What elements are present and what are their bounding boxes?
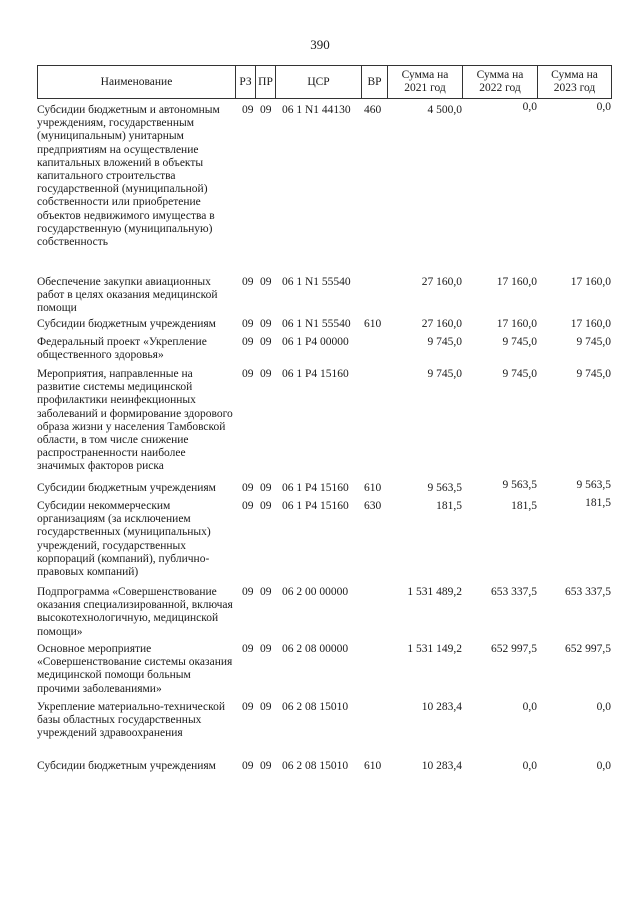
- row-sum-2021: 9 563,5: [427, 482, 462, 494]
- row-sum-2022: 17 160,0: [496, 318, 537, 330]
- row-sum-2021: 27 160,0: [421, 276, 462, 288]
- row-rz: 09: [242, 276, 254, 288]
- row-sum-2023: 0,0: [596, 701, 611, 713]
- row-rz: 09: [242, 482, 254, 494]
- header-name: Наименование: [38, 66, 236, 98]
- row-pr: 09: [260, 336, 272, 348]
- row-name: Федеральный проект «Укрепление общественного здоровья»: [37, 336, 207, 362]
- header-sum-2022: Сумма на 2022 год: [463, 66, 538, 98]
- row-sum-2021: 1 531 489,2: [407, 586, 462, 598]
- row-pr: 09: [260, 643, 272, 655]
- row-sum-2023: 9 745,0: [576, 368, 611, 380]
- row-sum-2023: 652 997,5: [565, 643, 611, 655]
- row-name: Основное мероприятие «Совершенствование системы оказания медицинской помощи больным прочими заболеваниями»: [37, 643, 233, 695]
- row-csr: 06 2 08 15010: [282, 760, 349, 772]
- row-sum-2021: 10 283,4: [421, 701, 462, 713]
- row-pr: 09: [260, 760, 272, 772]
- row-rz: 09: [242, 586, 254, 598]
- row-sum-2023: 0,0: [596, 101, 611, 113]
- row-vr: 610: [364, 318, 382, 330]
- row-csr: 06 1 P4 15160: [282, 482, 349, 494]
- header-sum-2021: Сумма на 2021 год: [388, 66, 463, 98]
- row-sum-2021: 4 500,0: [427, 104, 462, 116]
- row-vr: 610: [364, 760, 382, 772]
- row-vr: 460: [364, 104, 382, 116]
- row-sum-2021: 27 160,0: [421, 318, 462, 330]
- page-number: 390: [310, 37, 330, 52]
- row-sum-2022: 652 997,5: [491, 643, 537, 655]
- row-sum-2023: 0,0: [596, 760, 611, 772]
- row-pr: 09: [260, 368, 272, 380]
- header-csr: ЦСР: [276, 66, 362, 98]
- row-csr: 06 1 N1 55540: [282, 276, 351, 288]
- row-pr: 09: [260, 104, 272, 116]
- row-rz: 09: [242, 500, 254, 512]
- row-sum-2023: 653 337,5: [565, 586, 611, 598]
- row-name: Обеспечение закупки авиационных работ в целях оказания медицинской помощи: [37, 276, 218, 315]
- row-sum-2022: 17 160,0: [496, 276, 537, 288]
- row-csr: 06 1 N1 44130: [282, 104, 351, 116]
- header-rz: РЗ: [236, 66, 256, 98]
- header-vr: ВР: [362, 66, 388, 98]
- row-sum-2022: 9 745,0: [502, 368, 537, 380]
- row-pr: 09: [260, 482, 272, 494]
- row-name: Субсидии некоммерческим организациям (за исключением государственных (муниципальных) учреждений, государственных корпораций (компаний), публично-правовых компаний): [37, 500, 211, 579]
- row-sum-2022: 181,5: [511, 500, 537, 512]
- row-sum-2023: 17 160,0: [570, 276, 611, 288]
- row-name: Укрепление материально-технической базы областных государственных учреждений здравоохранения: [37, 701, 226, 740]
- header-pr: ПР: [256, 66, 276, 98]
- row-name: Подпрограмма «Совершенствование оказания специализированной, включая высокотехнологичную, медицинской помощи»: [37, 586, 233, 638]
- row-csr: 06 2 08 00000: [282, 643, 349, 655]
- row-sum-2023: 9 563,5: [576, 479, 611, 491]
- row-sum-2021: 9 745,0: [427, 336, 462, 348]
- row-rz: 09: [242, 318, 254, 330]
- row-csr: 06 1 P4 15160: [282, 500, 349, 512]
- row-name: Субсидии бюджетным учреждениям: [37, 760, 216, 772]
- row-sum-2023: 9 745,0: [576, 336, 611, 348]
- row-sum-2023: 181,5: [585, 497, 611, 509]
- row-vr: 610: [364, 482, 382, 494]
- row-sum-2022: 0,0: [522, 701, 537, 713]
- row-rz: 09: [242, 104, 254, 116]
- row-rz: 09: [242, 643, 254, 655]
- row-csr: 06 1 P4 15160: [282, 368, 349, 380]
- row-sum-2022: 0,0: [522, 101, 537, 113]
- row-rz: 09: [242, 701, 254, 713]
- row-sum-2021: 181,5: [436, 500, 462, 512]
- row-pr: 09: [260, 701, 272, 713]
- row-sum-2022: 0,0: [522, 760, 537, 772]
- row-pr: 09: [260, 276, 272, 288]
- row-sum-2022: 9 745,0: [502, 336, 537, 348]
- row-sum-2021: 10 283,4: [421, 760, 462, 772]
- table-header: [37, 65, 612, 99]
- row-name: Мероприятия, направленные на развитие системы медицинской профилактики неинфекционных заболеваний и формирование здорового образа жизни у населения Тамбовской области, в том числе снижение распространенности наиболее значимых факторов риска: [37, 368, 233, 473]
- row-name: Субсидии бюджетным и автономным учреждениям, государственным (муниципальным) унитарным предприятиям на осуществление капитальных вложений в объекты капитального строительства государственной (муниципальной) собственности или приобретение объектов недвижимого имущества в государственную (муниципальную) собственность: [37, 104, 220, 249]
- row-name: Субсидии бюджетным учреждениям: [37, 482, 216, 494]
- row-name: Субсидии бюджетным учреждениям: [37, 318, 216, 330]
- row-vr: 630: [364, 500, 382, 512]
- row-sum-2022: 9 563,5: [502, 479, 537, 491]
- row-sum-2021: 9 745,0: [427, 368, 462, 380]
- row-pr: 09: [260, 500, 272, 512]
- row-rz: 09: [242, 760, 254, 772]
- row-sum-2021: 1 531 149,2: [407, 643, 462, 655]
- row-sum-2023: 17 160,0: [570, 318, 611, 330]
- row-pr: 09: [260, 318, 272, 330]
- header-sum-2023: Сумма на 2023 год: [551, 69, 598, 94]
- row-csr: 06 1 P4 00000: [282, 336, 349, 348]
- row-sum-2022: 653 337,5: [491, 586, 537, 598]
- row-rz: 09: [242, 336, 254, 348]
- row-pr: 09: [260, 586, 272, 598]
- row-rz: 09: [242, 368, 254, 380]
- row-csr: 06 2 08 15010: [282, 701, 349, 713]
- row-csr: 06 1 N1 55540: [282, 318, 351, 330]
- row-csr: 06 2 00 00000: [282, 586, 349, 598]
